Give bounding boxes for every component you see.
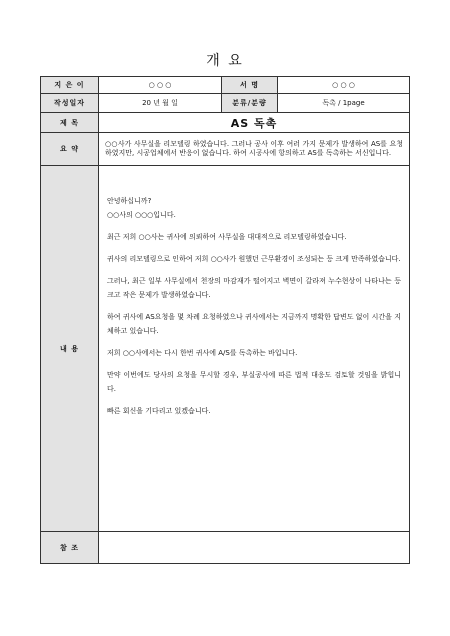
summary-label: 요 약 — [41, 133, 99, 166]
paragraph-2: 귀사의 리모델링으로 인하여 저희 ○○사가 원했던 근무환경이 조성되는 등 크게 만족하였습니다. — [107, 255, 401, 263]
paragraph-5: 저희 ○○사에서는 다시 한번 귀사에 A/S를 독촉하는 바입니다. — [107, 349, 298, 357]
date-label: 작성일자 — [41, 94, 99, 113]
paragraph-1: 최근 저희 ○○사는 귀사에 의뢰하여 사무실을 대대적으로 리모델링하였습니다. — [107, 233, 347, 241]
document-title: 개 요 — [206, 53, 244, 69]
subject-value: AS 독촉 — [99, 113, 410, 133]
subject-label: 제 목 — [41, 113, 99, 133]
overview-table — [40, 76, 410, 564]
greeting-line-1: 안녕하십니까? — [107, 197, 152, 205]
content-label: 내 용 — [41, 166, 99, 532]
date-value: 20 년 월 일 — [99, 94, 222, 113]
author-value: ○ ○ ○ — [99, 77, 222, 94]
paragraph-3: 그러나, 최근 일부 사무실에서 천장의 마감재가 떨어지고 벽면이 갈라져 누수현상이 나타나는 등 크고 작은 문제가 발생하였습니다. — [107, 277, 401, 299]
paragraph-4: 하여 귀사에 AS요청을 몇 차례 요청하였으나 귀사에서는 지금까지 명확한 답변도 없이 시간을 지체하고 있습니다. — [107, 313, 401, 335]
signature-value: ○ ○ ○ — [278, 77, 410, 94]
reference-label: 참 조 — [41, 532, 99, 564]
paragraph-7: 빠른 회신을 기다리고 있겠습니다. — [107, 407, 211, 415]
content-body — [99, 166, 410, 532]
greeting-line-2: ○○사의 ○○○입니다. — [107, 211, 176, 219]
paragraph-6: 만약 이번에도 당사의 요청을 무시할 경우, 부실공사에 따른 법적 대응도 검토할 것임을 밝힙니다. — [107, 371, 401, 393]
signature-label: 서 명 — [222, 77, 278, 94]
category-label: 분류/분량 — [222, 94, 278, 113]
summary-value: ○○사가 사무실을 리모델링 하였습니다. 그러나 공사 이후 여러 가지 문제가 발생하여 AS를 요청하였지만, 시공업체에서 반응이 없습니다. 하여 시공사에 항의하고 AS를 독촉하는 서신입니다. — [99, 133, 410, 166]
reference-value — [99, 532, 410, 564]
category-value: 독촉 / 1page — [278, 94, 410, 113]
author-label: 지 은 이 — [41, 77, 99, 94]
